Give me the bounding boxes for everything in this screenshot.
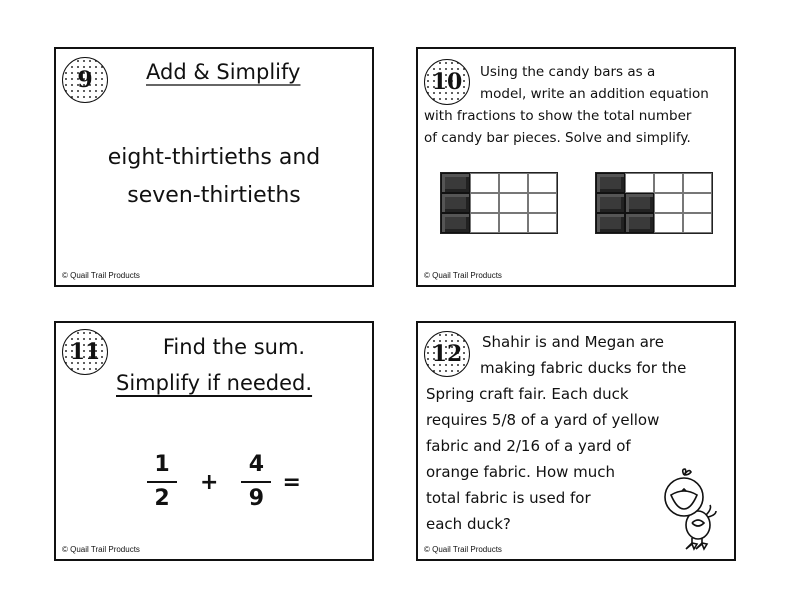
fraction-a: $\frac{1}{2}$ <box>146 451 178 513</box>
duck-icon <box>662 467 722 551</box>
copyright-footer: © Quail Trail Products <box>62 545 140 554</box>
candy-bar-2 <box>595 172 713 234</box>
candy-bar-1 <box>440 172 558 234</box>
card-number-badge: 12 <box>424 331 470 377</box>
candy-bar-models <box>440 172 713 234</box>
task-card-9 <box>54 47 374 287</box>
card-prompt: Shahir is and Megan are making fabric ducks for the Spring craft fair. Each duck requires 5/8 of a yard of yellow fabric and 2/16 of a yard of orange fabric. How much total fabric is used for each duck? <box>426 333 687 533</box>
card-prompt: eight-thirtieths and seven-thirtieths <box>107 145 321 208</box>
card-instruction-underlined: Simplify if needed. <box>116 371 313 395</box>
copyright-footer: © Quail Trail Products <box>424 271 502 280</box>
card-title: Add & Simplify <box>146 60 301 84</box>
equals-sign: = <box>282 469 301 495</box>
fraction-b: $\frac{4}{9}$ <box>240 451 272 513</box>
task-card-12 <box>416 321 736 561</box>
fraction-equation <box>146 451 301 513</box>
card-number-badge: 9 <box>62 57 108 103</box>
card-prompt: Using the candy bars as a model, write an addition equation with fractions to show the total number of candy bar pieces. Solve and simplify. <box>424 64 709 146</box>
card-number-badge: 11 <box>62 329 108 375</box>
card-instruction: Find the sum. <box>162 335 306 359</box>
card-number-badge: 10 <box>424 59 470 105</box>
plus-sign: + <box>200 469 219 495</box>
copyright-footer: © Quail Trail Products <box>62 271 140 280</box>
task-card-11 <box>54 321 374 561</box>
copyright-footer: © Quail Trail Products <box>424 545 502 554</box>
task-card-10 <box>416 47 736 287</box>
